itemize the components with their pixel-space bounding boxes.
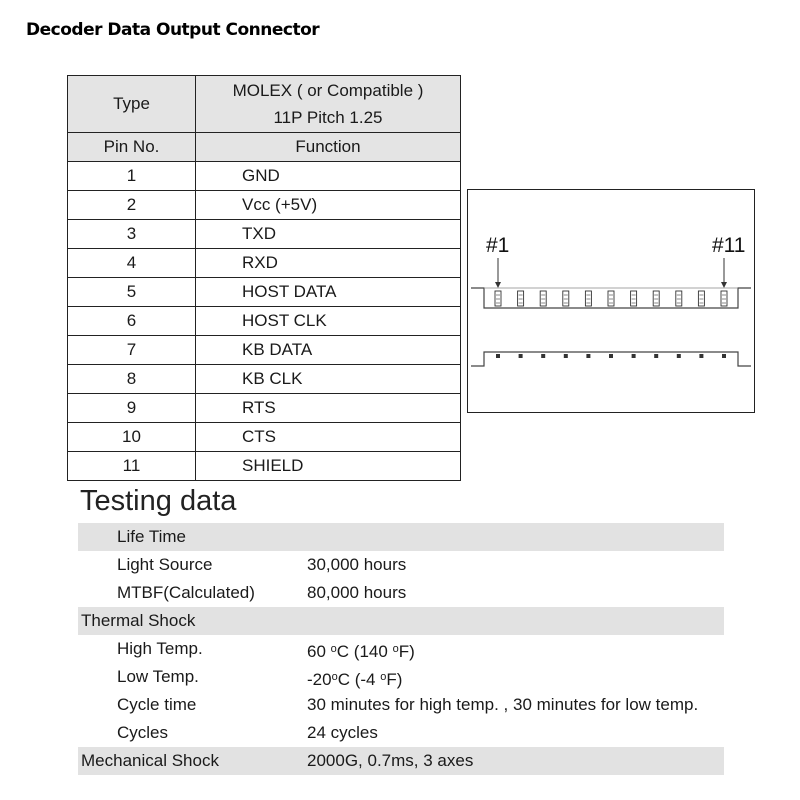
- pin-number: 1: [68, 162, 196, 191]
- connector-pin-foot: [677, 354, 681, 358]
- connector-pin-foot: [632, 354, 636, 358]
- unit-c: C: [337, 670, 350, 689]
- connector-pin-foot: [722, 354, 726, 358]
- column-header-pin: Pin No.: [68, 133, 196, 162]
- pin-number: 9: [68, 394, 196, 423]
- header-row: [68, 133, 461, 162]
- table-row: [68, 423, 461, 452]
- connector-pin-foot: [519, 354, 523, 358]
- high-temp-row: [78, 635, 724, 663]
- mechanical-shock-value: 2000G, 0.7ms, 3 axes: [307, 751, 474, 770]
- connector-pin: [653, 291, 659, 306]
- unit-c: C: [336, 642, 350, 661]
- table-row: [68, 191, 461, 220]
- type-value: [196, 76, 461, 133]
- pin-number: 2: [68, 191, 196, 220]
- table-row: [68, 162, 461, 191]
- high-temp-fahrenheit: (140: [353, 642, 388, 661]
- pin-function: RXD: [196, 249, 461, 278]
- bottom-pin-row: [496, 354, 726, 358]
- connector-pin: [495, 291, 501, 306]
- pin-function: KB DATA: [196, 336, 461, 365]
- type-label: Type: [68, 76, 196, 133]
- connector-pin-foot: [654, 354, 658, 358]
- connector-pin: [721, 291, 727, 306]
- cycle-time-value: 30 minutes for high temp. , 30 minutes for low temp.: [307, 695, 699, 714]
- page-title: Decoder Data Output Connector: [26, 20, 320, 40]
- top-pin-row: [495, 291, 727, 306]
- connector-pin-foot: [496, 354, 500, 358]
- connector-pin-foot: [564, 354, 568, 358]
- low-temp-celsius: -20: [307, 670, 332, 689]
- connector-pin: [676, 291, 682, 306]
- high-temp-label: High Temp.: [117, 639, 203, 658]
- mtbf-row: [78, 579, 724, 607]
- table-row: [68, 365, 461, 394]
- high-temp-value: [307, 635, 415, 666]
- connector-pin: [518, 291, 524, 306]
- thermal-shock-label: Thermal Shock: [81, 611, 196, 630]
- pin-number: 6: [68, 307, 196, 336]
- light-source-value: 30,000 hours: [307, 555, 407, 574]
- pin-function: CTS: [196, 423, 461, 452]
- connector-pin: [698, 291, 704, 306]
- mtbf-value: 80,000 hours: [307, 583, 407, 602]
- connector-pin-foot: [541, 354, 545, 358]
- low-temp-row: [78, 663, 724, 691]
- connector-pin: [563, 291, 569, 306]
- connector-pin-foot: [609, 354, 613, 358]
- low-temp-label: Low Temp.: [117, 667, 199, 686]
- pin-number: 10: [68, 423, 196, 452]
- pin-function: HOST DATA: [196, 278, 461, 307]
- pin-function: KB CLK: [196, 365, 461, 394]
- cycle-time-row: [78, 691, 724, 719]
- degree-mark: o: [330, 643, 337, 655]
- type-value-line1: MOLEX ( or Compatible ): [232, 81, 424, 100]
- light-source-row: [78, 551, 724, 579]
- mechanical-shock-row: [78, 747, 724, 775]
- pin-number: 7: [68, 336, 196, 365]
- table-row: [68, 452, 461, 481]
- pin-number: 4: [68, 249, 196, 278]
- pin-number: 11: [68, 452, 196, 481]
- pin-function: GND: [196, 162, 461, 191]
- cycle-time-label: Cycle time: [117, 695, 197, 714]
- light-source-label: Light Source: [117, 555, 213, 574]
- thermal-shock-row: [78, 607, 724, 635]
- connector-pin: [631, 291, 637, 306]
- table-row: [68, 220, 461, 249]
- degree-mark: o: [392, 643, 399, 655]
- pin-function: HOST CLK: [196, 307, 461, 336]
- pin-table: [67, 75, 461, 481]
- cycles-label: Cycles: [117, 723, 169, 742]
- pin-function: RTS: [196, 394, 461, 423]
- type-value-line2: 11P Pitch 1.25: [273, 108, 383, 127]
- connector-pin: [608, 291, 614, 306]
- column-header-function: Function: [196, 133, 461, 162]
- low-temp-fahrenheit: (-4: [354, 670, 376, 689]
- table-row: [68, 278, 461, 307]
- connector-diagram: [467, 189, 755, 413]
- pin-function: TXD: [196, 220, 461, 249]
- mtbf-label: MTBF(Calculated): [117, 583, 255, 602]
- life-time-label: Life Time: [117, 527, 186, 546]
- degree-mark: o: [331, 671, 338, 683]
- pin11-label: #11: [712, 234, 746, 257]
- degree-mark: o: [380, 671, 387, 683]
- connector-pin: [540, 291, 546, 306]
- table-row: [68, 394, 461, 423]
- high-temp-celsius: 60: [307, 642, 326, 661]
- cycles-row: [78, 719, 724, 747]
- pin-function: Vcc (+5V): [196, 191, 461, 220]
- pin-number: 3: [68, 220, 196, 249]
- pin11-arrow-icon: [721, 282, 727, 288]
- pin1-label: #1: [486, 234, 510, 257]
- table-row: [68, 336, 461, 365]
- pin-number: 5: [68, 278, 196, 307]
- pin-function: SHIELD: [196, 452, 461, 481]
- mechanical-shock-label: Mechanical Shock: [81, 751, 219, 770]
- pin1-arrow-icon: [495, 282, 501, 288]
- table-row: [68, 307, 461, 336]
- low-temp-value: [307, 663, 402, 694]
- testing-table: [78, 523, 724, 775]
- table-row: [68, 249, 461, 278]
- connector-drawing: [468, 190, 754, 412]
- connector-pin: [585, 291, 591, 306]
- testing-heading: Testing data: [80, 485, 237, 517]
- type-row: [68, 76, 461, 133]
- unit-f: F): [398, 642, 415, 661]
- cycles-value: 24 cycles: [307, 723, 378, 742]
- life-time-row: [78, 523, 724, 551]
- connector-pin-foot: [586, 354, 590, 358]
- unit-f: F): [386, 670, 403, 689]
- pin-number: 8: [68, 365, 196, 394]
- connector-pin-foot: [699, 354, 703, 358]
